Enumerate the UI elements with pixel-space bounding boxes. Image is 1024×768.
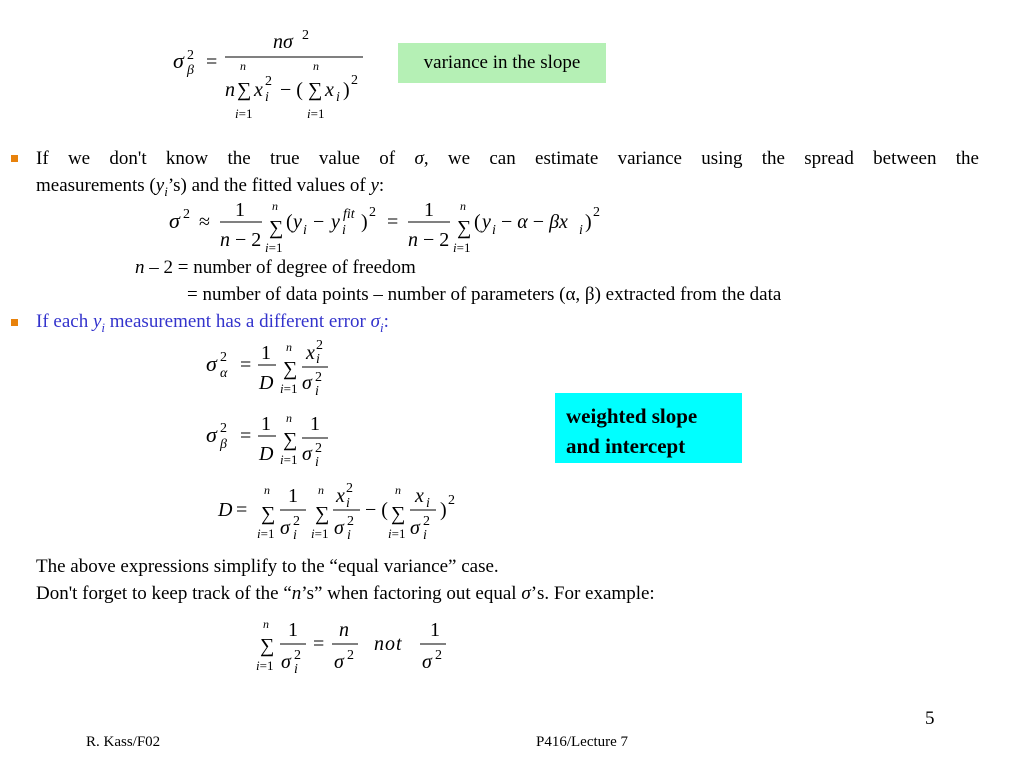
svg-text:n: n <box>339 619 349 641</box>
svg-text:=: = <box>236 499 248 521</box>
svg-text:2: 2 <box>316 338 323 353</box>
svg-text:2: 2 <box>423 514 430 529</box>
svg-text:n: n <box>286 340 292 354</box>
bullet-marker <box>11 319 18 326</box>
svg-text:2: 2 <box>435 648 442 663</box>
svg-text:n − 2: n − 2 <box>408 229 450 251</box>
svg-text:i: i <box>265 90 269 105</box>
svg-text:i=1: i=1 <box>280 452 298 467</box>
svg-text:− α − βx: − α − βx <box>501 211 568 233</box>
svg-text:∑: ∑ <box>283 358 298 380</box>
svg-text:x: x <box>336 485 345 507</box>
equation-d-definition <box>214 478 474 546</box>
svg-text:− (: − ( <box>365 499 388 521</box>
svg-text:1: 1 <box>261 413 271 435</box>
svg-text:β: β <box>220 437 227 452</box>
svg-text:2: 2 <box>369 205 376 220</box>
svg-text:i: i <box>293 528 297 543</box>
degrees-of-freedom-line-2: = number of data points – number of parameters (α, β) extracted from the data <box>187 284 782 305</box>
svg-text:i: i <box>315 384 319 399</box>
svg-text:D: D <box>259 443 274 465</box>
svg-text:(: ( <box>286 211 293 233</box>
svg-text:n: n <box>272 199 278 213</box>
svg-text:x: x <box>254 79 263 101</box>
svg-text:2: 2 <box>346 481 353 496</box>
svg-text:i=1: i=1 <box>235 106 253 121</box>
svg-text:1: 1 <box>288 485 298 507</box>
svg-text:n: n <box>264 483 270 497</box>
footer-author: R. Kass/F02 <box>86 734 161 750</box>
svg-text:D: D <box>259 372 274 394</box>
svg-text:fit: fit <box>343 207 355 222</box>
svg-text:2: 2 <box>294 648 301 663</box>
svg-text:i: i <box>347 528 351 543</box>
svg-text:i: i <box>315 455 319 470</box>
bullet-1-line-2: measurements $(y_i’s)$ and the fitted values of y: <box>36 175 385 199</box>
svg-text:i=1: i=1 <box>256 658 274 673</box>
svg-text:2: 2 <box>347 648 354 663</box>
svg-text:i=1: i=1 <box>257 526 275 541</box>
svg-text:n: n <box>240 59 246 73</box>
svg-text:β: β <box>187 63 194 78</box>
note-keep-track: Don't forget to keep track of the “n’s” when factoring out equal σ’s. For example: <box>36 583 655 604</box>
svg-text:(: ( <box>474 211 481 233</box>
svg-text:2: 2 <box>315 441 322 456</box>
weighted-callout-line-1: weighted slope <box>566 404 698 428</box>
svg-text:σ: σ <box>206 351 217 376</box>
svg-text:2: 2 <box>315 370 322 385</box>
svg-text:n: n <box>318 483 324 497</box>
svg-text:i: i <box>336 90 340 105</box>
svg-text:x: x <box>415 485 424 507</box>
svg-text:i=1: i=1 <box>307 106 325 121</box>
svg-text:i=1: i=1 <box>388 526 406 541</box>
svg-text:n: n <box>225 79 235 101</box>
bullet-1-line-1: If we don't know the true value of σ, we can estimate variance using the spread between the <box>36 148 979 169</box>
svg-text:x: x <box>325 79 334 101</box>
svg-text:σ: σ <box>280 517 290 539</box>
equation-sigma-alpha <box>200 335 350 400</box>
svg-text:σ: σ <box>334 517 344 539</box>
page-number: 5 <box>925 708 935 729</box>
svg-text:i=1: i=1 <box>453 240 471 255</box>
svg-text:): ) <box>361 211 368 233</box>
svg-text:2: 2 <box>593 205 600 220</box>
svg-text:): ) <box>585 211 592 233</box>
svg-text:σ: σ <box>173 48 184 73</box>
svg-text:σ: σ <box>302 443 312 465</box>
svg-text:2: 2 <box>220 350 227 365</box>
degrees-of-freedom-line-1: n – 2 = number of degree of freedom <box>135 257 416 278</box>
footer-course: P416/Lecture 7 <box>536 734 629 750</box>
svg-text:n: n <box>313 59 319 73</box>
bullet-2-text: If each $y_i$ measurement has a different error $\sigma_i$: <box>36 311 389 335</box>
weighted-callout-line-2: and intercept <box>566 434 686 458</box>
svg-text:∑: ∑ <box>269 217 284 239</box>
svg-text:): ) <box>440 499 447 521</box>
svg-text:∑: ∑ <box>457 217 472 239</box>
svg-text:2: 2 <box>265 74 272 89</box>
note-equal-variance: The above expressions simplify to the “equal variance” case. <box>36 556 499 577</box>
svg-text:2: 2 <box>220 421 227 436</box>
svg-text:∑: ∑ <box>261 503 276 525</box>
svg-text:2: 2 <box>293 514 300 529</box>
svg-text:1: 1 <box>430 619 440 641</box>
equation-slope-variance <box>165 22 380 122</box>
svg-text:n: n <box>460 199 466 213</box>
svg-text:σ: σ <box>334 651 344 673</box>
svg-text:∑: ∑ <box>237 79 252 101</box>
svg-text:i: i <box>423 528 427 543</box>
svg-text:σ: σ <box>169 208 180 233</box>
svg-text:x: x <box>306 342 315 364</box>
svg-text:∑: ∑ <box>260 635 275 657</box>
equation-sigma-estimate <box>165 196 615 258</box>
svg-text:1: 1 <box>310 413 320 435</box>
weighted-fit-callout <box>555 393 742 463</box>
svg-text:=: = <box>206 51 218 73</box>
svg-text:): ) <box>343 79 350 101</box>
svg-text:α: α <box>220 366 228 381</box>
svg-text:y: y <box>293 211 302 233</box>
svg-text:∑: ∑ <box>315 503 330 525</box>
svg-text:i: i <box>579 223 583 238</box>
svg-text:n: n <box>263 617 269 631</box>
svg-text:σ: σ <box>410 517 420 539</box>
svg-text:1: 1 <box>235 199 245 221</box>
svg-text:2: 2 <box>347 514 354 529</box>
svg-text:n − 2: n − 2 <box>220 229 262 251</box>
svg-text:i=1: i=1 <box>280 381 298 396</box>
equation-sigma-beta <box>200 406 350 471</box>
svg-text:∑: ∑ <box>308 79 323 101</box>
svg-text:not: not <box>374 633 403 655</box>
svg-text:i: i <box>316 352 320 367</box>
svg-text:σ: σ <box>206 422 217 447</box>
svg-text:≈: ≈ <box>199 211 210 233</box>
svg-text:i=1: i=1 <box>265 240 283 255</box>
svg-text:1: 1 <box>424 199 434 221</box>
svg-text:σ: σ <box>281 651 291 673</box>
svg-text:i: i <box>492 223 496 238</box>
svg-text:− (: − ( <box>280 79 303 101</box>
svg-text:2: 2 <box>351 73 358 88</box>
bullet-marker <box>11 155 18 162</box>
svg-text:nσ: nσ <box>273 31 293 53</box>
svg-text:∑: ∑ <box>391 503 406 525</box>
svg-text:i: i <box>426 496 430 511</box>
svg-text:i: i <box>342 223 346 238</box>
svg-text:y: y <box>331 211 340 233</box>
svg-text:−: − <box>313 211 325 233</box>
svg-text:2: 2 <box>302 28 309 43</box>
equation-example <box>250 612 460 680</box>
svg-text:=: = <box>313 633 325 655</box>
svg-text:i: i <box>346 496 350 511</box>
svg-text:2: 2 <box>448 493 455 508</box>
svg-text:1: 1 <box>261 342 271 364</box>
svg-text:n: n <box>395 483 401 497</box>
svg-text:σ: σ <box>302 372 312 394</box>
svg-text:i: i <box>294 662 298 677</box>
svg-text:D: D <box>218 499 233 521</box>
svg-text:2: 2 <box>183 207 190 222</box>
svg-text:i=1: i=1 <box>311 526 329 541</box>
svg-text:=: = <box>240 425 252 447</box>
svg-text:=: = <box>387 211 399 233</box>
svg-text:y: y <box>482 211 491 233</box>
svg-text:2: 2 <box>187 48 194 63</box>
svg-text:1: 1 <box>288 619 298 641</box>
svg-text:=: = <box>240 354 252 376</box>
slope-variance-callout: variance in the slope <box>398 43 606 83</box>
svg-text:σ: σ <box>422 651 432 673</box>
svg-text:∑: ∑ <box>283 429 298 451</box>
svg-text:n: n <box>286 411 292 425</box>
svg-text:i: i <box>303 223 307 238</box>
